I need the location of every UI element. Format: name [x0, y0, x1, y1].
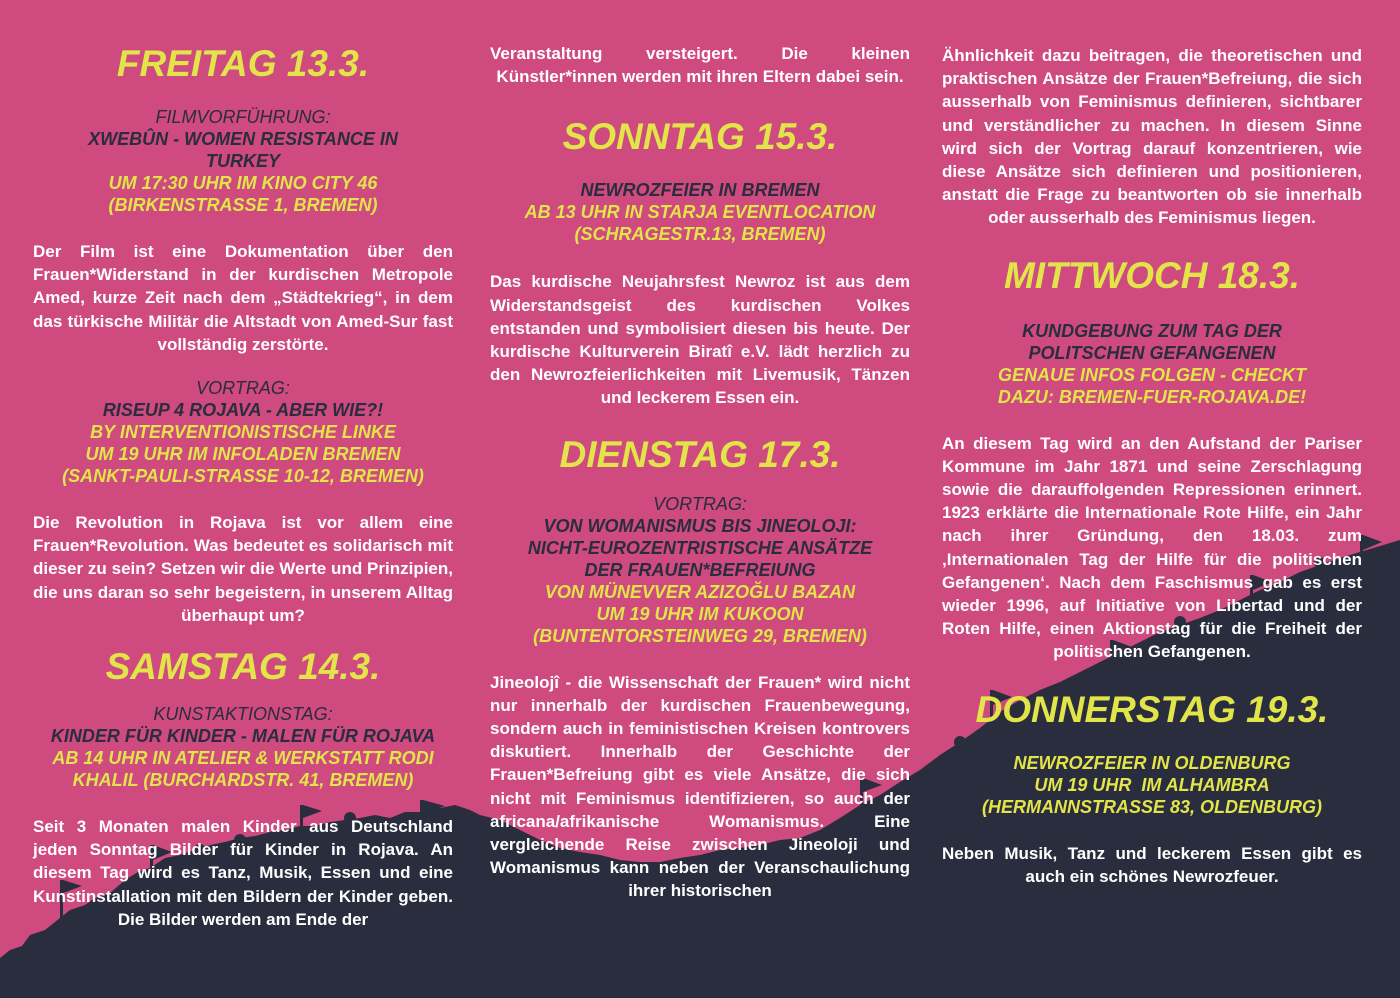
- event-info-kundgebung-2: DAZU: BREMEN-FUER-ROJAVA.DE!: [997, 386, 1307, 407]
- event-title-womanismus-1: VON WOMANISMUS BIS JINEOLOJI:: [543, 515, 857, 536]
- event-info-kundgebung-1: GENAUE INFOS FOLGEN - CHECKT: [997, 364, 1306, 385]
- column-right: [942, 0, 1362, 888]
- event-location-womanismus: (BUNTENTORSTEINWEG 29, BREMEN): [533, 625, 867, 646]
- event-location-riseup: (SANKT-PAULI-STRASSE 10-12, BREMEN): [62, 466, 424, 487]
- event-title-newroz-oldenburg: NEWROZFEIER IN OLDENBURG: [1013, 752, 1291, 773]
- event-description-newroz-oldenburg: Neben Musik, Tanz und leckerem Essen gibt es auch ein schönes Newrozfeuer.: [942, 843, 1362, 886]
- event-organizer-riseup: BY INTERVENTIONISTISCHE LINKE: [90, 422, 396, 443]
- day-heading-dienstag: DIENSTAG 17.3.: [559, 433, 841, 475]
- event-description-riseup: Die Revolution in Rojava ist vor allem eine Frauen*Revolution. Was bedeutet es solidarisch mit dieser zu sein? Setzen wir die Werte und Prinzipien, die uns daran so sehr begeistern, in unserem Alltag überhaupt um?: [33, 513, 453, 625]
- continued-text-womanismus: Ähnlichkeit dazu beitragen, die theoretischen und praktischen Ansätze der Frauen*Befreiung, die sich ausserhalb von Feminismus definieren, sichtbarer und verständlicher zu machen. In diesem Sinne wird sich der Vortrag darauf konzentrieren, wie diese Ansätze sich definieren und positionieren, anstatt die Frage zu beantworten ob sie innerhalb oder ausserhalb des Feminismus liegen.: [942, 46, 1362, 228]
- event-title-kundgebung-1: KUNDGEBUNG ZUM TAG DER: [1022, 320, 1282, 341]
- event-speaker-womanismus: VON MÜNEVVER AZIZOĞLU BAZAN: [544, 581, 856, 602]
- event-location-newroz-bremen: (SCHRAGESTR.13, BREMEN): [574, 224, 826, 245]
- event-title-womanismus-2: NICHT-EUROZENTRISTISCHE ANSÄTZE: [527, 537, 873, 558]
- event-type-vortrag-freitag: VORTRAG:: [196, 378, 290, 399]
- event-title-riseup: RISEUP 4 ROJAVA - ABER WIE?!: [102, 400, 384, 421]
- day-heading-donnerstag: DONNERSTAG 19.3.: [975, 688, 1329, 730]
- event-time-newroz-oldenburg: UM 19 UHR IM ALHAMBRA: [1034, 774, 1270, 795]
- event-time-womanismus: UM 19 UHR IM KUKOON: [596, 603, 804, 624]
- event-location-newroz-oldenburg: (HERMANNSTRASSE 83, OLDENBURG): [981, 796, 1323, 817]
- event-description-womanismus: Jineolojî - die Wissenschaft der Frauen* wird nicht nur innerhalb der kurdischen Frauenbewegung, sondern auch in feministischen Kreisen kontrovers diskutiert. Innerhalb der Geschichte der Frauen*Befreiung gibt es viele Ansätze, die sich nicht mit Feminismus identifizieren, so auch der africana/afrikanische Womanismus. Eine vergleichende Reise zwischen Jineoloji und Womanismus kann neben der Veranschaulichung ihrer historischen: [490, 672, 910, 901]
- day-heading-freitag: FREITAG 13.3.: [116, 43, 370, 84]
- event-location-film: (BIRKENSTRASSE 1, BREMEN): [108, 195, 378, 215]
- column-middle: [490, 0, 910, 903]
- event-title-newroz-bremen: NEWROZFEIER IN BREMEN: [580, 180, 820, 201]
- event-type-kunst: KUNSTAKTIONSTAG:: [153, 704, 333, 725]
- column-left: [33, 0, 453, 931]
- event-description-newroz-bremen: Das kurdische Neujahrsfest Newroz ist aus dem Widerstandsgeist des kurdischen Volkes entstanden und symbolisiert diesen bis heute. Der kurdische Kulturverein Biratî e.V. lädt herzlich zu den Newrozfeierlichkeiten mit Livemusik, Tänzen und leckerem Essen ein.: [490, 272, 910, 408]
- event-time-location-kunst: AB 14 UHR IN ATELIER & WERKSTATT RODI KHALIL (BURCHARDSTR. 41, BREMEN): [52, 748, 434, 791]
- day-heading-mittwoch: MITTWOCH 18.3.: [1003, 254, 1301, 296]
- event-time-riseup: UM 19 UHR IM INFOLADEN BREMEN: [85, 444, 401, 465]
- event-title-kinder: KINDER FÜR KINDER - MALEN FÜR ROJAVA: [50, 726, 436, 747]
- event-description-kunst: Seit 3 Monaten malen Kinder aus Deutschland jeden Sonntag Bilder für Kinder in Rojava. An diesem Tag wird es Tanz, Musik, Essen und eine Kunstinstallation mit den Bildern der Kinder geben. Die Bilder werden am Ende der: [33, 817, 453, 929]
- day-heading-samstag: SAMSTAG 14.3.: [105, 646, 381, 688]
- day-heading-sonntag: SONNTAG 15.3.: [562, 116, 838, 158]
- event-title-xwebun: XWEBÛN - WOMEN RESISTANCE IN TURKEY: [88, 129, 398, 171]
- event-description-film: Der Film ist eine Dokumentation über den Frauen*Widerstand in der kurdischen Metropole Amed, kurze Zeit nach dem „Städtekrieg“, in dem das türkische Militär die Altstadt von Amed-Sur fast vollständig zerstörte.: [33, 242, 453, 354]
- event-time-newroz-bremen: AB 13 UHR IN STARJA EVENTLOCATION: [524, 202, 876, 223]
- event-type-film: FILMVORFÜHRUNG:: [155, 107, 331, 127]
- event-title-womanismus-3: DER FRAUEN*BEFREIUNG: [584, 559, 816, 580]
- event-type-vortrag-dienstag: VORTRAG:: [653, 493, 747, 514]
- event-title-kundgebung-2: POLITSCHEN GEFANGENEN: [1028, 342, 1276, 363]
- event-description-kundgebung: An diesem Tag wird an den Aufstand der Pariser Kommune im Jahr 1871 und seine Zerschlagung sowie die darauffolgenden Repressionen erinnert. 1923 erklärte die Internationale Rote Hilfe, ein Jahr nach ihrer Gründung, den 18.03. zum ‚Internationalen Tag der Hilfe für die politischen Gefangenen‘. Nach dem Faschismus gab es erst wieder 1996, auf Initiative von Libertad und der Roten Hilfe, einen Aktionstag für die Freiheit der politischen Gefangenen.: [942, 433, 1362, 662]
- continued-text-kunst: Veranstaltung versteigert. Die kleinen Künstler*innen werden mit ihren Eltern dabei sein.: [490, 44, 910, 87]
- event-time-film: UM 17:30 UHR IM KINO CITY 46: [108, 173, 378, 193]
